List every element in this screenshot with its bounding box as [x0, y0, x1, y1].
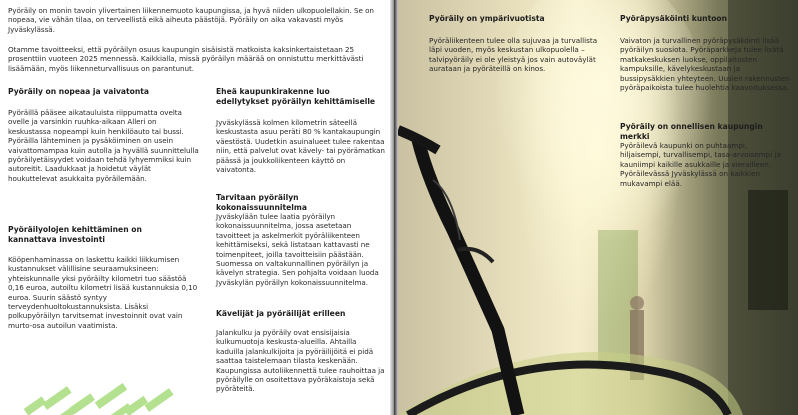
- intro-paragraph: Pyöräily on monin tavoin ylivertainen liikennemuoto kaupungissa, ja hyvä niiden ulkopuolellakin. Se on nopeaa, vie vähän tilaa, on terveellistä eikä aiheuta päästöjä. Pyöräily on aika vakavasti myös Jyväskylässä.: [8, 6, 374, 34]
- heading-ymparivuotista: Pyöräily on ympärivuotista: [429, 14, 545, 23]
- heading-erilleen: Kävelijät ja pyöräilijät erilleen: [216, 309, 346, 318]
- text-kaupunkirakenne: Jyväskylässä kolmen kilometrin säteellä keskustasta asuu peräti 80 % kantakaupungin väestöstä. Uudetkin asuinalueet tulee rakentaa niin, että palvelut ovat kävely- tai pyörämatkan päässä ja joukkoliikenteen käyttö on vaivatonta.: [216, 118, 385, 175]
- text-kokonaissuunnitelma: Jyväskylään tulee laatia pyöräilyn kokonaissuunnitelma, jossa asetetaan tavoitteet ja askelmerkit pyöräliikenteen kehittämiseksi, sekä listataan kattavasti ne toimenpiteet, joilla tavoitteisiin päästään. Suomessa on valtakunnallinen pyöräilyn ja kävelyn strategia. Sen pohjalta voidaan luoda Jyväskylän pyöräilyn kokonaissuunnitelma.: [216, 212, 379, 287]
- heading-investointi: Pyöräilyolojen kehittäminen on kannattava investointi: [8, 225, 142, 244]
- text-pysakointi: Vaivaton ja turvallinen pyöräpysäköinti lisää pyöräilyn suosiota. Pyöräparkkeja tulee lisätä matkakeskuksen luokse, oppilaitosten kampuksille, kävelykeskustaan ja bussipysäkkien yhteyteen. Uusien rakennusten pyöräpaikoista tulee huolehtia kaavoituksessa.: [620, 36, 790, 93]
- text-ymparivuotista: Pyöräliikenteen tulee olla sujuvaa ja turvallista läpi vuoden, myös keskustan ulkopuolella – talvipyöräily ei ole yleistyä jos vain autoväylät aurataan ja pyöräteillä on kinos.: [429, 36, 598, 74]
- heading-pysakointi: Pyöräpysäköinti kuntoon: [620, 14, 728, 23]
- text-investointi: Kööpenhaminassa on laskettu kaikki liikkumisen kustannukset välillisine seuraamuksineen: yhteiskunnalle yksi pyöräilty kilometri tuo säästöä 0,16 euroa, autoiltu kilometri lisää kustannuksia 0,10 euroa. Suurin säästö syntyy terveydenhuoltokustannuksista. Lisäksi polkupyöräilyn tarvitsemat investoinnit ovat vain murto-osa autoilun vaatimista.: [8, 255, 198, 330]
- heading-kokonaissuunnitelma: Tarvitaan pyöräilyn kokonaissuunnitelma: [216, 193, 307, 212]
- goal-paragraph: Otamme tavoitteeksi, että pyöräilyn osuus kaupungin sisäisistä matkoista kaksinkertaistetaan 25 prosenttiin vuoteen 2025 mennessä. Kaikkialla, missä pyöräilyn määrää on onnistuttu merkittävästi lisäämään, myös liikenneturvallisuus on parantunut.: [8, 45, 364, 73]
- green-dot-pattern-icon: [14, 372, 184, 415]
- heading-onnellinen: Pyöräily on onnellisen kaupungin merkki: [620, 122, 763, 141]
- text-erilleen: Jalankulku ja pyöräily ovat ensisijaisia kulkumuotoja keskusta-alueilla. Ahtailla kaduilla jalankulkijoita ja pyöräilijöitä ei pidä saattaa taistelemaan tilasta keskenään. Kaupungissa autoliikennettä tulee rauhoittaa ja pyöräilylle on osoitettava pyöräkaistoja sekä pyöräteitä.: [216, 328, 385, 394]
- heading-nopeaa: Pyöräily on nopeaa ja vaivatonta: [8, 87, 150, 96]
- book-gutter: [390, 0, 398, 415]
- text-onnellinen: Pyöräilevä kaupunki on puhtaampi, hiljaisempi, turvallisempi, tasa-arvoisempi ja kauniimpi kaikille asukkaille ja vierailleen. Pyöräilevässä Jyväskylässä on kaikkien mukavampi elää.: [620, 141, 781, 188]
- left-page: [0, 0, 390, 415]
- heading-kaupunkirakenne: Eheä kaupunkirakenne luo edellytykset pyöräilyn kehittämiselle: [216, 87, 376, 106]
- right-page: [398, 0, 798, 415]
- text-nopeaa: Pyöräillä pääsee aikatauluista riippumatta ovelta ovelle ja varsinkin ruuhka-aikaan Alleri on keskustassa nopeampi kuin henkilöauto tai bussi. Pyöräilla lähteminen ja pysäköiminen on usein vaivattomampaa kuin autolla ja hyvällä suunnittelulla pyöräilyetäisyydet voidaan tehdä lyhyemmiksi kuin autoreitit. Laadukkaat ja hoidetut väylät houkuttelevat asukkaita pyöräilemään.: [8, 108, 199, 183]
